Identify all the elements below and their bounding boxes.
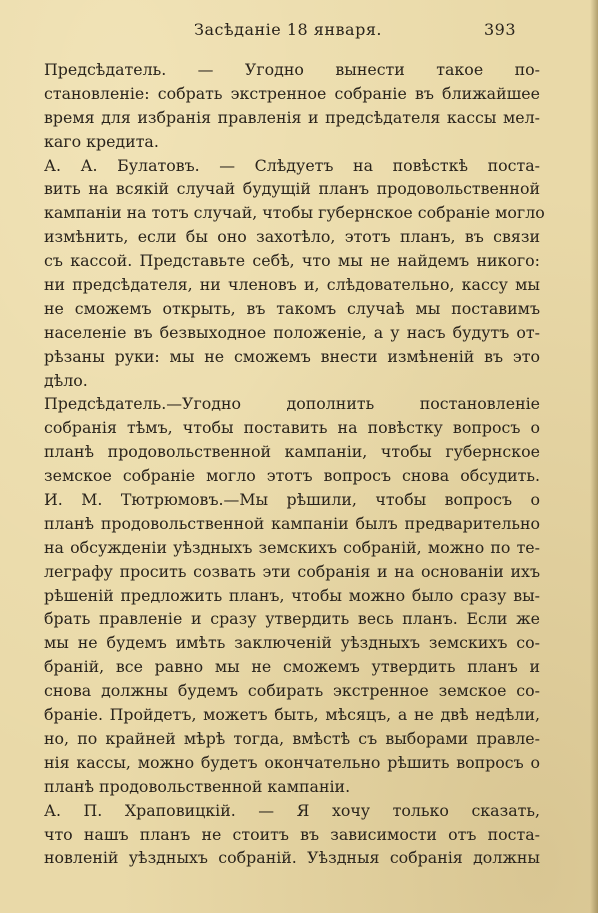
page-number: 393 [484,20,517,39]
text-line: браніе. Пройдетъ, можетъ быть, мѣсяцъ, а не двѣ недѣли, [44,705,540,725]
text-line: но, по крайней мѣрѣ тогда, вмѣстѣ съ выборами правле- [44,728,540,748]
text-line: Предсѣдатель.—Угодно дополнить постановленіе [44,394,540,414]
text-line: измѣнить, если бы оно захотѣло, этотъ планъ, въ связи [44,227,540,247]
page-edge-shadow [590,0,598,913]
text-line: рѣзаны руки: мы не сможемъ внести измѣненій въ это [44,346,540,366]
text-line: И. М. Тютрюмовъ.—Мы рѣшили, чтобы вопросъ о [44,490,540,510]
text-line: мы не будемъ имѣть заключеній уѣздныхъ земскихъ со- [44,633,540,653]
text-line: время для избранія правленія и предсѣдателя кассы мел- [44,107,540,127]
text-line: земское собраніе могло этотъ вопросъ снова обсудить. [44,466,540,486]
text-line: вить на всякій случай будущій планъ продовольственной [44,179,540,199]
text-line: планѣ продовольственной кампаніи былъ предварительно [44,513,540,533]
body-text [44,58,545,870]
text-line: брать правленіе и сразу утвердить весь планъ. Если же [44,609,540,629]
text-line: населеніе въ безвыходное положеніе, а у насъ будутъ от- [44,322,540,342]
text-line: рѣшеній предложить планъ, чтобы можно было сразу вы- [44,585,540,605]
text-line: съ кассой. Представьте себѣ, что мы не найдемъ никого: [44,251,540,271]
page-header [0,20,598,44]
running-head: Засѣданіе 18 января. [194,20,383,39]
text-line: новленій уѣздныхъ собраній. Уѣздныя собранія должны [44,848,540,868]
text-line: нія кассы, можно будетъ окончательно рѣшить вопросъ о [44,752,540,772]
text-line: собранія тѣмъ, чтобы поставить на повѣстку вопросъ о [44,418,540,438]
text-line: Предсѣдатель. — Угодно вынести такое по- [44,60,540,79]
text-line: каго кредита. [44,131,159,151]
text-line: планѣ продовольственной кампаніи, чтобы губернское [44,442,540,462]
text-line: леграфу просить созвать эти собранія и на основаніи ихъ [44,561,540,581]
text-line: ни предсѣдателя, ни членовъ и, слѣдовательно, кассу мы [44,275,540,295]
text-line: планѣ продовольственной кампаніи. [44,776,351,796]
text-line: не сможемъ открыть, въ такомъ случаѣ мы поставимъ [44,298,540,318]
text-line: кампаніи на тотъ случай, чтобы губернское собраніе могло [44,203,545,223]
text-line: А. П. Храповицкій. — Я хочу только сказать, [44,800,540,820]
text-line: браній, все равно мы не сможемъ утвердить планъ и [44,657,540,677]
text-line: дѣло. [44,370,88,390]
text-line: что нашъ планъ не стоитъ въ зависимости отъ поста- [44,824,540,844]
text-line: А. А. Булатовъ. — Слѣдуетъ на повѣсткѣ поста- [44,155,540,175]
text-line: снова должны будемъ собирать экстренное земское со- [44,681,540,701]
text-line: на обсужденіи уѣздныхъ земскихъ собраній, можно по те- [44,537,540,557]
text-line: становленіе: собрать экстренное собраніе въ ближайшее [44,83,540,103]
